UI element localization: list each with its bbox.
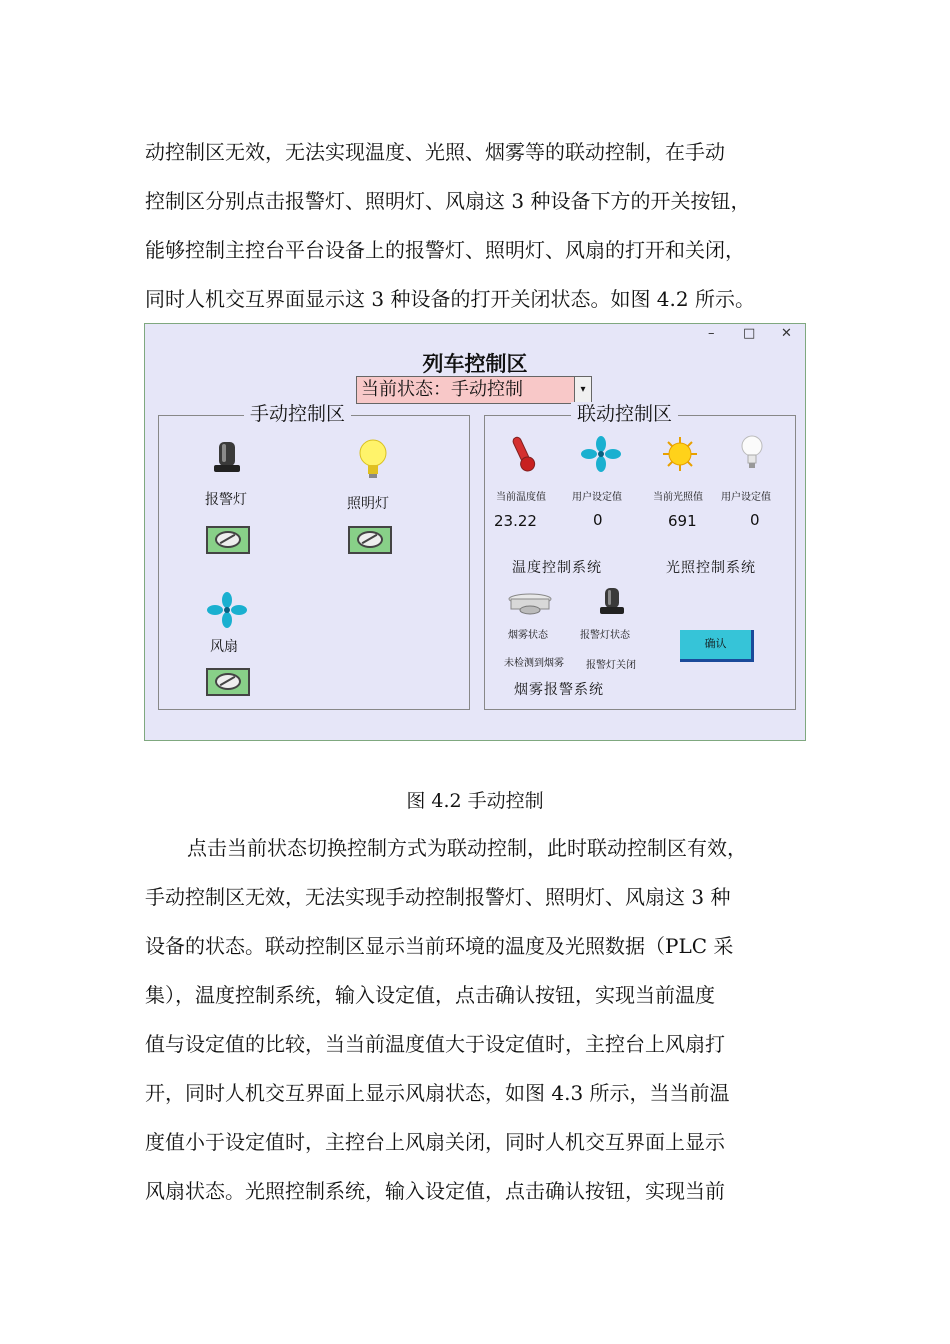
paragraph-line: 手动控制区无效，无法实现手动控制报警灯、照明灯、风扇这 3 种 bbox=[145, 885, 731, 909]
lighting-label: 照明灯 bbox=[347, 496, 389, 512]
temp-set-label: 用户设定值 bbox=[572, 492, 622, 503]
manual-group-title: 手动控制区 bbox=[244, 402, 351, 426]
paragraph-line: 开，同时人机交互界面上显示风扇状态，如图 4.3 所示，当当前温 bbox=[145, 1081, 730, 1105]
temp-system-label: 温度控制系统 bbox=[512, 560, 602, 576]
close-button[interactable]: ✕ bbox=[781, 326, 792, 341]
light-system-label: 光照控制系统 bbox=[666, 560, 756, 576]
paragraph-line: 动控制区无效，无法实现温度、光照、烟雾等的联动控制，在手动 bbox=[145, 140, 725, 164]
bottom-paragraph bbox=[145, 824, 810, 1216]
lighting-toggle[interactable] bbox=[348, 526, 392, 554]
fan-label: 风扇 bbox=[210, 639, 238, 655]
temp-set-input[interactable]: 0 bbox=[593, 511, 603, 529]
current-light-value: 691 bbox=[668, 512, 697, 530]
current-temp-value: 23.22 bbox=[494, 512, 537, 530]
alarm-state-label: 报警灯状态 bbox=[580, 630, 630, 641]
paragraph-line: 同时人机交互界面显示这 3 种设备的打开关闭状态。如图 4.2 所示。 bbox=[145, 287, 755, 311]
manual-control-group bbox=[158, 403, 470, 710]
alarm-light-label: 报警灯 bbox=[205, 492, 247, 508]
minimize-button[interactable]: – bbox=[708, 326, 715, 341]
paragraph-line: 集），温度控制系统，输入设定值，点击确认按钮，实现当前温度 bbox=[145, 983, 715, 1007]
confirm-button[interactable]: 确认 bbox=[680, 630, 754, 662]
fan-icon bbox=[207, 592, 247, 628]
linked-group-title: 联动控制区 bbox=[571, 402, 678, 426]
paragraph-line: 值与设定值的比较，当当前温度值大于设定值时，主控台上风扇打 bbox=[145, 1032, 725, 1056]
lightbulb-icon bbox=[358, 438, 388, 482]
linked-control-group bbox=[484, 403, 796, 710]
maximize-button[interactable]: □ bbox=[743, 326, 756, 341]
alarm-light-icon bbox=[211, 440, 243, 476]
dropdown-arrow-icon[interactable]: ▾ bbox=[574, 377, 591, 403]
smoke-system-label: 烟雾报警系统 bbox=[514, 682, 604, 698]
top-paragraph bbox=[145, 128, 810, 324]
lightbulb-icon bbox=[740, 434, 764, 474]
fan-toggle[interactable] bbox=[206, 668, 250, 696]
sun-icon bbox=[662, 436, 698, 472]
current-temp-label: 当前温度值 bbox=[496, 492, 546, 503]
paragraph-line: 控制区分别点击报警灯、照明灯、风扇这 3 种设备下方的开关按钮， bbox=[145, 189, 751, 213]
alarm-status-value: 报警灯关闭 bbox=[586, 660, 636, 671]
paragraph-line: 能够控制主控台平台设备上的报警灯、照明灯、风扇的打开和关闭， bbox=[145, 238, 745, 262]
fan-icon bbox=[581, 436, 621, 472]
smoke-detector-icon bbox=[507, 592, 553, 618]
alarm-light-icon bbox=[597, 586, 627, 618]
figure-caption: 图 4.2 手动控制 bbox=[406, 790, 544, 812]
control-mode-value: 当前状态：手动控制 bbox=[361, 379, 523, 400]
paragraph-line: 设备的状态。联动控制区显示当前环境的温度及光照数据（PLC 采 bbox=[145, 934, 734, 958]
light-set-label: 用户设定值 bbox=[721, 492, 771, 503]
current-light-label: 当前光照值 bbox=[653, 492, 703, 503]
train-control-window bbox=[144, 323, 806, 741]
alarm-light-toggle[interactable] bbox=[206, 526, 250, 554]
window-title: 列车控制区 bbox=[422, 352, 528, 376]
light-set-input[interactable]: 0 bbox=[750, 511, 760, 529]
control-mode-select[interactable] bbox=[356, 376, 592, 404]
smoke-state-label: 烟雾状态 bbox=[508, 630, 548, 641]
paragraph-line: 度值小于设定值时，主控台上风扇关闭，同时人机交互界面上显示 bbox=[145, 1130, 725, 1154]
smoke-status-value: 未检测到烟雾 bbox=[504, 658, 564, 669]
paragraph-line: 风扇状态。光照控制系统，输入设定值，点击确认按钮，实现当前 bbox=[145, 1179, 725, 1203]
paragraph-line: 点击当前状态切换控制方式为联动控制，此时联动控制区有效， bbox=[187, 836, 747, 860]
thermometer-icon bbox=[507, 434, 539, 474]
